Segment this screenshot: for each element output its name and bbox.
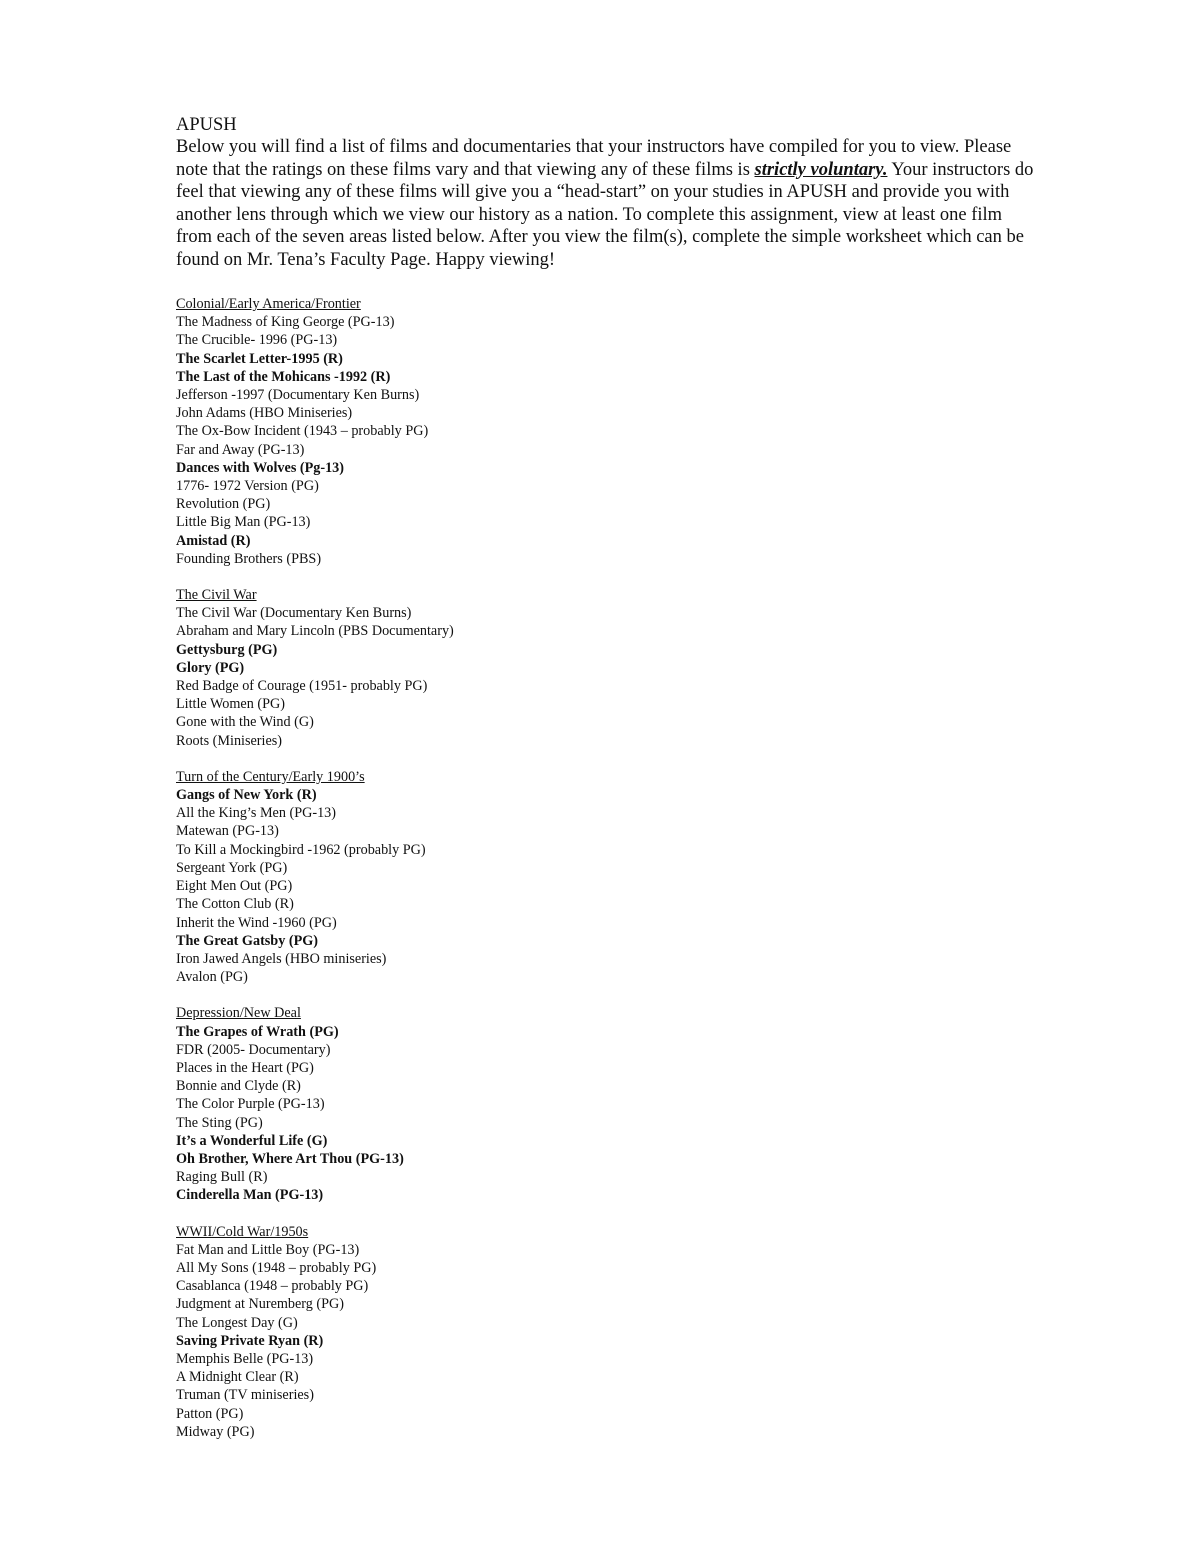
film-list-item: Sergeant York (PG) <box>176 859 288 876</box>
film-list-item: Glory (PG) <box>176 659 245 676</box>
film-list-item: Little Big Man (PG-13) <box>176 514 311 531</box>
section-heading: Turn of the Century/Early 1900’s <box>176 768 365 785</box>
film-section <box>176 1223 1036 1441</box>
film-section <box>176 1004 1036 1204</box>
film-list-item: Gettysburg (PG) <box>176 641 278 658</box>
film-list-item: Gangs of New York (R) <box>176 787 317 804</box>
film-list-item: Casablanca (1948 – probably PG) <box>176 1278 369 1295</box>
film-list-item: Matewan (PG-13) <box>176 823 279 840</box>
section-heading: Colonial/Early America/Frontier <box>176 296 361 312</box>
film-list-item: Places in the Heart (PG) <box>176 1059 314 1076</box>
film-list-item: The Cotton Club (R) <box>176 896 294 913</box>
film-list <box>176 786 1036 986</box>
film-list-item: The Grapes of Wrath (PG) <box>176 1023 339 1040</box>
film-list <box>176 313 1036 568</box>
film-list-item: The Crucible- 1996 (PG-13) <box>176 332 338 349</box>
film-list-item: All My Sons (1948 – probably PG) <box>176 1259 377 1276</box>
film-list-item: It’s a Wonderful Life (G) <box>176 1132 328 1149</box>
film-list-item: Patton (PG) <box>176 1405 244 1422</box>
film-list-item: Far and Away (PG-13) <box>176 441 305 458</box>
film-list-item: Revolution (PG) <box>176 496 271 513</box>
section-heading: The Civil War <box>176 587 257 604</box>
film-list-item: Memphis Belle (PG-13) <box>176 1350 314 1367</box>
document-page <box>176 114 1036 1459</box>
film-list-item: Gone with the Wind (G) <box>176 714 314 731</box>
film-list <box>176 1241 1036 1441</box>
film-list-item: Judgment at Nuremberg (PG) <box>176 1296 344 1313</box>
film-list-item: Avalon (PG) <box>176 969 248 986</box>
film-list-item: Founding Brothers (PBS) <box>176 550 322 567</box>
film-list-item: The Ox-Bow Incident (1943 – probably PG) <box>176 423 429 440</box>
film-section <box>176 768 1036 986</box>
film-list-item: The Scarlet Letter-1995 (R) <box>176 350 343 367</box>
section-heading: WWII/Cold War/1950s <box>176 1223 309 1240</box>
film-list-item: Fat Man and Little Boy (PG-13) <box>176 1241 360 1258</box>
section-heading: Depression/New Deal <box>176 1005 301 1022</box>
intro-text-before: Below you will find a list of films and documentaries that your instructors have compiled for you to view. Please note that the ratings on these films vary and that viewing any of these films is <box>176 137 1012 180</box>
film-list-item: Bonnie and Clyde (R) <box>176 1078 301 1095</box>
intro-text-after: Your instructors do feel that viewing any of these films will give you a “head-start” on your studies in APUSH and provide you with another lens through which we view our history as a nation. To complete this assignment, view at least one film from each of the seven areas listed below. After you view the film(s), complete the simple worksheet which can be found on Mr. Tena’s Faculty Page. Happy viewing! <box>176 159 1034 270</box>
film-list-item: The Madness of King George (PG-13) <box>176 314 395 331</box>
film-list-item: To Kill a Mockingbird -1962 (probably PG) <box>176 841 426 858</box>
document-title: APUSH <box>176 115 237 135</box>
film-list-item: Roots (Miniseries) <box>176 732 283 749</box>
film-list-item: Inherit the Wind -1960 (PG) <box>176 914 337 931</box>
film-list-item: Jefferson -1997 (Documentary Ken Burns) <box>176 387 420 404</box>
film-list-item: A Midnight Clear (R) <box>176 1369 299 1386</box>
film-list-item: John Adams (HBO Miniseries) <box>176 405 353 422</box>
film-list-item: The Sting (PG) <box>176 1114 263 1131</box>
film-list <box>176 604 1036 750</box>
film-list-item: Truman (TV miniseries) <box>176 1387 314 1404</box>
intro-emphasis: strictly voluntary. <box>754 159 888 180</box>
film-list <box>176 1023 1036 1205</box>
film-list-item: Oh Brother, Where Art Thou (PG-13) <box>176 1150 404 1167</box>
film-list-item: All the King’s Men (PG-13) <box>176 805 336 822</box>
film-list-item: FDR (2005- Documentary) <box>176 1041 331 1058</box>
film-list-item: Raging Bull (R) <box>176 1169 268 1186</box>
film-list-item: The Color Purple (PG-13) <box>176 1096 325 1113</box>
film-list-item: The Longest Day (G) <box>176 1314 298 1331</box>
film-list-item: The Civil War (Documentary Ken Burns) <box>176 605 412 622</box>
film-list-item: Iron Jawed Angels (HBO miniseries) <box>176 950 387 967</box>
film-list-item: Dances with Wolves (Pg-13) <box>176 459 345 476</box>
film-list-item: Midway (PG) <box>176 1423 255 1440</box>
film-section <box>176 586 1036 750</box>
film-section <box>176 295 1036 568</box>
film-list-item: Amistad (R) <box>176 532 251 549</box>
film-list-item: Cinderella Man (PG-13) <box>176 1187 324 1204</box>
film-list-item: The Great Gatsby (PG) <box>176 932 318 949</box>
film-list-item: Red Badge of Courage (1951- probably PG) <box>176 678 428 695</box>
film-list-item: Little Women (PG) <box>176 696 285 713</box>
intro-paragraph <box>176 136 1036 271</box>
film-sections <box>176 295 1036 1441</box>
film-list-item: Eight Men Out (PG) <box>176 878 293 895</box>
film-list-item: Abraham and Mary Lincoln (PBS Documentary) <box>176 623 454 640</box>
film-list-item: Saving Private Ryan (R) <box>176 1332 324 1349</box>
film-list-item: 1776- 1972 Version (PG) <box>176 478 319 495</box>
film-list-item: The Last of the Mohicans -1992 (R) <box>176 368 391 385</box>
